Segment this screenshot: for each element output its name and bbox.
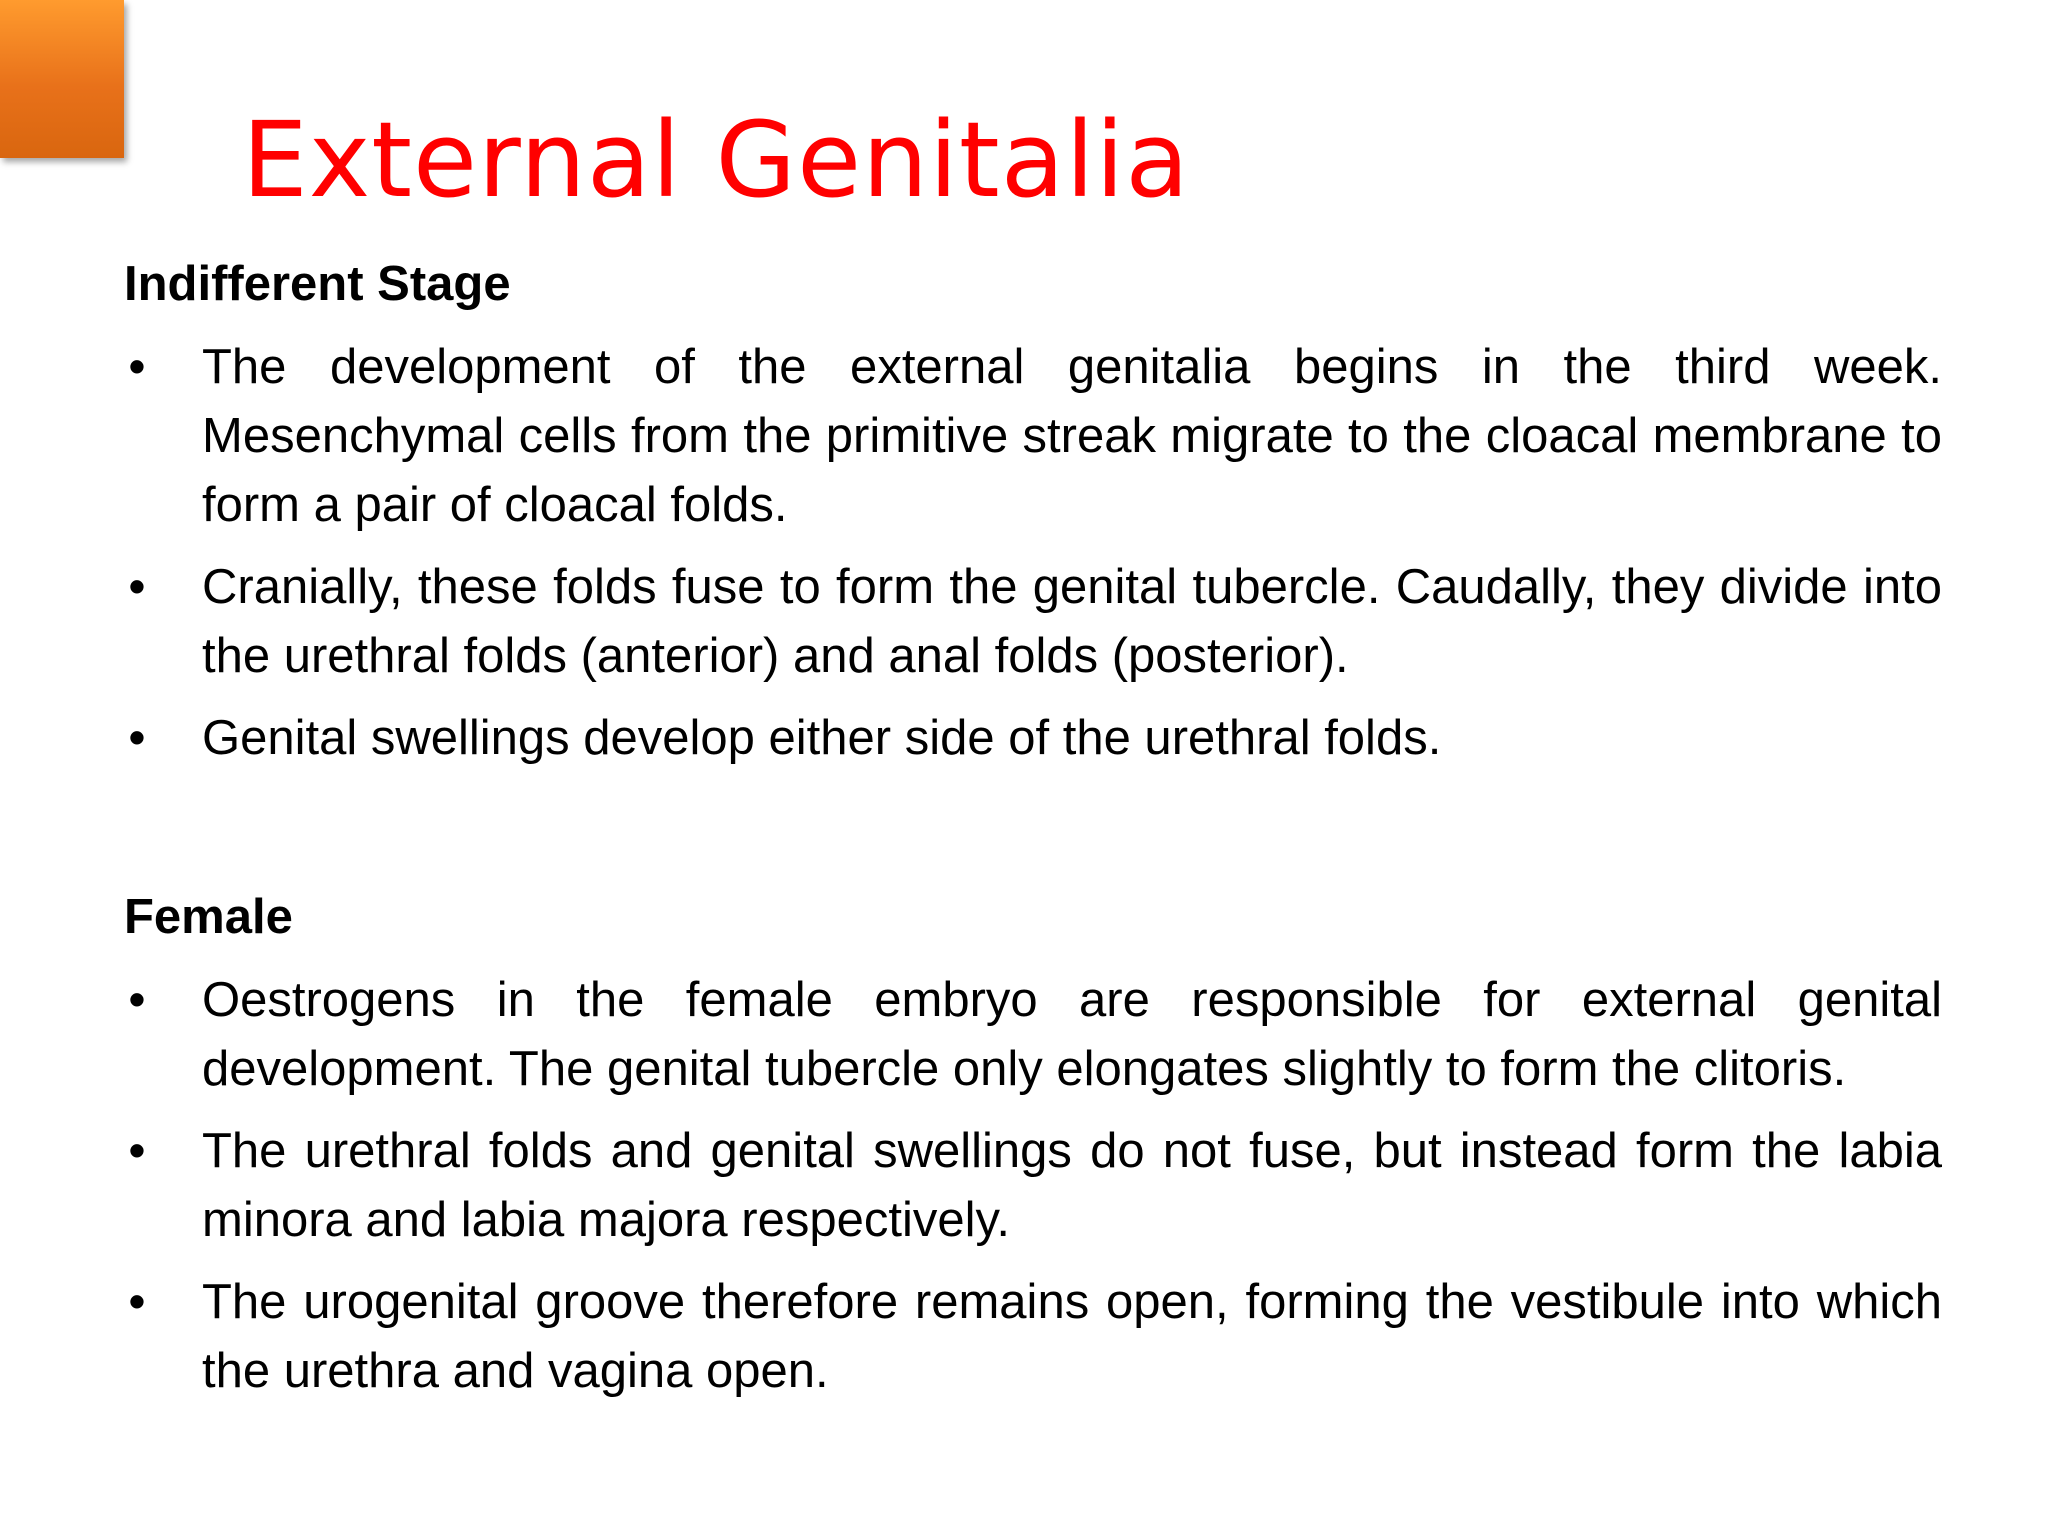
bullet-icon: • [128,340,146,394]
bullet-text: The development of the external genitalia begins in the third week. Mesenchymal cells from the primitive streak migrate to the cloacal membrane to form a pair of cloacal folds. [202,340,1942,532]
list-item [124,966,1942,1104]
section-heading-indifferent-stage: Indifferent Stage [124,257,511,311]
bullet-text: The urethral folds and genital swellings do not fuse, but instead form the labia minora and labia majora respectively. [202,1124,1942,1247]
bullet-text: The urogenital groove therefore remains open, forming the vestibule into which the urethra and vagina open. [202,1275,1942,1398]
slide-title: External Genitalia [242,99,1190,221]
list-item [124,1117,1942,1255]
indifferent-stage-list [124,333,1942,773]
bullet-text: Oestrogens in the female embryo are responsible for external genital development. The genital tubercle only elongates slightly to form the clitoris. [202,973,1942,1096]
bullet-icon: • [128,711,146,765]
bullet-text: Genital swellings develop either side of the urethral folds. [202,711,1442,765]
list-item [124,553,1942,691]
bullet-icon: • [128,560,146,614]
list-item [124,333,1942,540]
female-list [124,966,1942,1406]
list-item [124,1268,1942,1406]
list-item [124,704,1942,773]
bullet-text: Cranially, these folds fuse to form the genital tubercle. Caudally, they divide into the urethral folds (anterior) and anal folds (posterior). [202,560,1942,683]
bullet-icon: • [128,1124,146,1178]
bullet-icon: • [128,1275,146,1329]
slide-content [124,250,1942,1419]
bullet-icon: • [128,973,146,1027]
orange-accent-block [0,0,124,158]
section-heading-female: Female [124,890,293,944]
